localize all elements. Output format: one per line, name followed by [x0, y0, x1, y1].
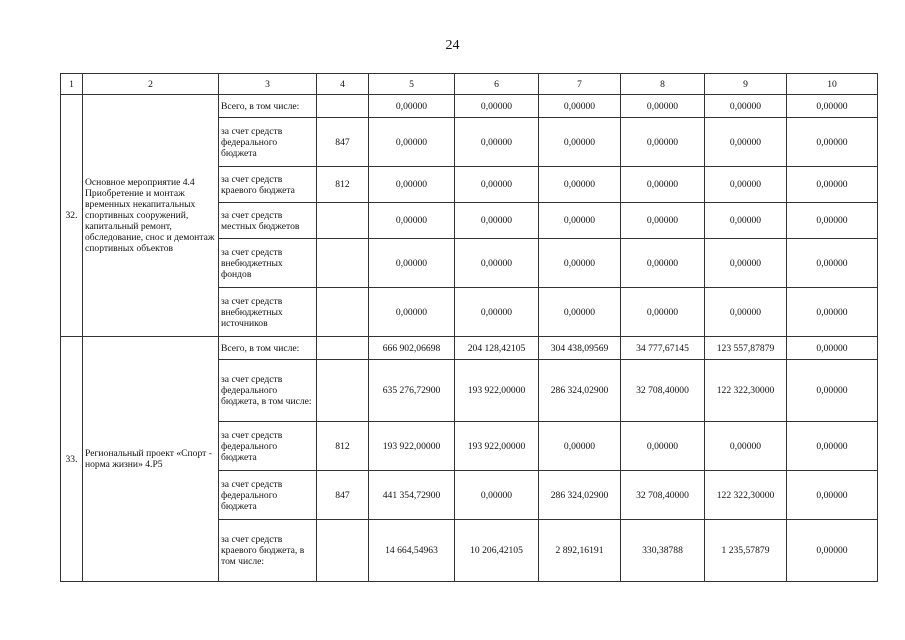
amount-cell: 0,00000 [705, 288, 787, 337]
amount-cell: 0,00000 [621, 167, 705, 203]
admin-code: 812 [317, 422, 369, 471]
amount-cell: 0,00000 [455, 288, 539, 337]
amount-cell: 193 922,00000 [455, 422, 539, 471]
amount-cell: 0,00000 [539, 118, 621, 167]
amount-cell: 0,00000 [369, 95, 455, 118]
amount-cell: 0,00000 [787, 118, 878, 167]
column-header: 3 [219, 74, 317, 95]
activity-name: Региональный проект «Спорт - норма жизни» 4.P5 [83, 337, 219, 582]
amount-cell: 0,00000 [787, 95, 878, 118]
amount-cell: 0,00000 [455, 118, 539, 167]
amount-cell: 0,00000 [539, 167, 621, 203]
amount-cell: 0,00000 [621, 203, 705, 239]
amount-cell: 122 322,30000 [705, 360, 787, 422]
column-header: 9 [705, 74, 787, 95]
admin-code [317, 288, 369, 337]
amount-cell: 193 922,00000 [455, 360, 539, 422]
amount-cell: 2 892,16191 [539, 520, 621, 582]
amount-cell: 0,00000 [621, 95, 705, 118]
amount-cell: 0,00000 [621, 239, 705, 288]
amount-cell: 0,00000 [539, 95, 621, 118]
column-header: 7 [539, 74, 621, 95]
amount-cell: 0,00000 [539, 422, 621, 471]
column-header: 10 [787, 74, 878, 95]
funding-source: за счет средств федерального бюджета, в том числе: [219, 360, 317, 422]
admin-code [317, 203, 369, 239]
amount-cell: 204 128,42105 [455, 337, 539, 360]
funding-source: за счет средств местных бюджетов [219, 203, 317, 239]
amount-cell: 0,00000 [369, 288, 455, 337]
column-header: 8 [621, 74, 705, 95]
amount-cell: 0,00000 [539, 203, 621, 239]
funding-source: за счет средств федерального бюджета [219, 422, 317, 471]
table-row [61, 95, 878, 118]
admin-code [317, 95, 369, 118]
funding-source: за счет средств внебюджетных источников [219, 288, 317, 337]
amount-cell: 14 664,54963 [369, 520, 455, 582]
column-header: 6 [455, 74, 539, 95]
amount-cell: 0,00000 [705, 95, 787, 118]
amount-cell: 34 777,67145 [621, 337, 705, 360]
amount-cell: 0,00000 [455, 167, 539, 203]
amount-cell: 441 354,72900 [369, 471, 455, 520]
amount-cell: 0,00000 [787, 167, 878, 203]
amount-cell: 635 276,72900 [369, 360, 455, 422]
admin-code [317, 360, 369, 422]
amount-cell: 0,00000 [369, 239, 455, 288]
column-header: 4 [317, 74, 369, 95]
activity-name: Основное мероприятие 4.4 Приобретение и монтаж временных некапитальных спортивных сооружений, капитальный ремонт, обследование, снос и демонтаж спортивных объектов [83, 95, 219, 337]
funding-source: за счет средств федерального бюджета [219, 471, 317, 520]
amount-cell: 0,00000 [369, 203, 455, 239]
amount-cell: 0,00000 [705, 422, 787, 471]
column-header: 5 [369, 74, 455, 95]
amount-cell: 0,00000 [455, 95, 539, 118]
column-header: 1 [61, 74, 83, 95]
budget-table [60, 73, 878, 582]
amount-cell: 0,00000 [787, 360, 878, 422]
amount-cell: 0,00000 [539, 288, 621, 337]
funding-source: за счет средств федерального бюджета [219, 118, 317, 167]
amount-cell: 286 324,02900 [539, 360, 621, 422]
amount-cell: 123 557,87879 [705, 337, 787, 360]
amount-cell: 0,00000 [705, 118, 787, 167]
admin-code [317, 520, 369, 582]
funding-source: за счет средств краевого бюджета [219, 167, 317, 203]
page-number: 24 [445, 38, 460, 53]
amount-cell: 666 902,06698 [369, 337, 455, 360]
amount-cell: 122 322,30000 [705, 471, 787, 520]
amount-cell: 32 708,40000 [621, 360, 705, 422]
amount-cell: 330,38788 [621, 520, 705, 582]
table-row [61, 337, 878, 360]
funding-source: за счет средств внебюджетных фондов [219, 239, 317, 288]
header-row [61, 74, 878, 95]
amount-cell: 0,00000 [787, 288, 878, 337]
funding-source: за счет средств краевого бюджета, в том числе: [219, 520, 317, 582]
amount-cell: 0,00000 [621, 118, 705, 167]
amount-cell: 0,00000 [455, 203, 539, 239]
amount-cell: 0,00000 [621, 288, 705, 337]
amount-cell: 0,00000 [787, 422, 878, 471]
amount-cell: 0,00000 [705, 203, 787, 239]
amount-cell: 32 708,40000 [621, 471, 705, 520]
amount-cell: 0,00000 [705, 167, 787, 203]
amount-cell: 0,00000 [787, 203, 878, 239]
amount-cell: 10 206,42105 [455, 520, 539, 582]
amount-cell: 0,00000 [455, 239, 539, 288]
amount-cell: 193 922,00000 [369, 422, 455, 471]
admin-code: 847 [317, 118, 369, 167]
admin-code: 847 [317, 471, 369, 520]
amount-cell: 0,00000 [369, 118, 455, 167]
amount-cell: 304 438,09569 [539, 337, 621, 360]
amount-cell: 0,00000 [455, 471, 539, 520]
amount-cell: 286 324,02900 [539, 471, 621, 520]
amount-cell: 0,00000 [787, 239, 878, 288]
amount-cell: 0,00000 [369, 167, 455, 203]
funding-source: Всего, в том числе: [219, 337, 317, 360]
row-number: 33. [61, 337, 83, 582]
admin-code [317, 337, 369, 360]
amount-cell: 0,00000 [705, 239, 787, 288]
row-number: 32. [61, 95, 83, 337]
amount-cell: 0,00000 [787, 520, 878, 582]
amount-cell: 0,00000 [787, 471, 878, 520]
column-header: 2 [83, 74, 219, 95]
admin-code: 812 [317, 167, 369, 203]
amount-cell: 0,00000 [539, 239, 621, 288]
amount-cell: 1 235,57879 [705, 520, 787, 582]
amount-cell: 0,00000 [787, 337, 878, 360]
amount-cell: 0,00000 [621, 422, 705, 471]
funding-source: Всего, в том числе: [219, 95, 317, 118]
admin-code [317, 239, 369, 288]
